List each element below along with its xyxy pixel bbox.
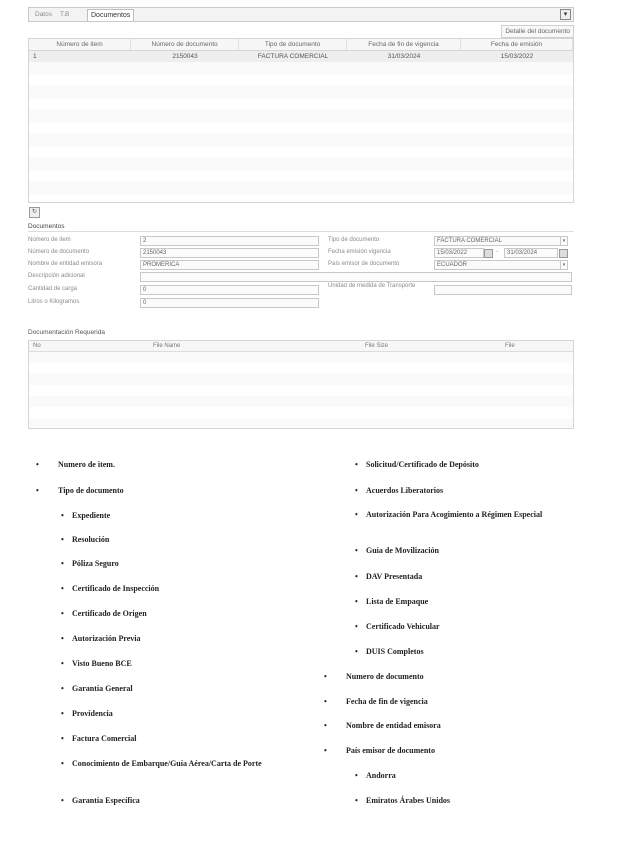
- list-item: • Visto Bueno BCE: [72, 659, 132, 668]
- descripcion-field[interactable]: [140, 272, 572, 282]
- field-description-list: [0, 455, 632, 845]
- label-cantidad: Cantidad de carga: [28, 286, 78, 292]
- list-item: • DAV Presentada: [366, 572, 422, 581]
- list-item: • Certificado de Origen: [72, 609, 147, 618]
- col-header-issue-date[interactable]: Fecha de emisión: [461, 39, 573, 50]
- table-row[interactable]: [29, 51, 573, 62]
- list-item: • Conocimiento de Embarque/Guía Aérea/Carta de Porte: [72, 758, 282, 769]
- list-item: • Nombre de entidad emisora: [346, 721, 441, 730]
- list-item: • Lista de Empaque: [366, 597, 428, 606]
- cantidad-field[interactable]: 0: [140, 285, 319, 295]
- label-descripcion: Descripción adicional: [28, 273, 85, 279]
- documents-grid: [28, 38, 574, 203]
- list-item: • Providencia: [72, 709, 113, 718]
- numero-documento-field[interactable]: 2150043: [140, 248, 319, 258]
- tab-menu-icon[interactable]: ▾: [560, 9, 571, 20]
- refresh-icon[interactable]: ↻: [29, 207, 40, 218]
- list-item: • Garantía General: [72, 684, 133, 693]
- list-item: • Factura Comercial: [72, 734, 137, 743]
- cell-issue-date: 15/03/2022: [500, 53, 534, 60]
- tipo-documento-value: FACTURA COMERCIAL: [437, 238, 503, 244]
- cell-type: FACTURA COMERCIAL: [257, 53, 329, 60]
- label-pais: País emisor de documento: [328, 261, 400, 267]
- label-fecha-emision: Fecha emisión vigencia: [328, 249, 391, 255]
- list-item: • Emiratos Árabes Unidos: [366, 796, 450, 805]
- litros-field[interactable]: 0: [140, 298, 319, 308]
- label-litros: Litros o Kilogramos: [28, 299, 80, 305]
- list-item: • Póliza Seguro: [72, 559, 119, 568]
- documents-panel: [28, 7, 574, 429]
- col-header-item[interactable]: Número de item: [29, 39, 131, 50]
- pais-select[interactable]: [434, 260, 568, 270]
- grid-empty-area: [29, 62, 573, 202]
- calendar-icon-2[interactable]: [559, 249, 568, 258]
- label-numero-item: Número de item: [28, 237, 71, 243]
- document-detail-button[interactable]: Detalle del documento: [501, 25, 574, 38]
- list-item: • Resolución: [72, 535, 109, 544]
- col-no[interactable]: No: [33, 343, 41, 349]
- col-file-size[interactable]: File Size: [365, 343, 389, 349]
- list-item: • País emisor de documento: [346, 746, 435, 755]
- fecha-desde-field[interactable]: 15/03/2022: [434, 248, 484, 258]
- list-item: • Acuerdos Liberatorios: [366, 486, 443, 495]
- files-header: [29, 341, 573, 352]
- label-unidad: Unidad de medida de Transporte: [328, 283, 416, 289]
- date-separator: -: [496, 249, 498, 255]
- list-item: • DUIS Completos: [366, 647, 424, 656]
- list-item: • Tipo de documento: [58, 486, 124, 495]
- list-item: • Autorización Para Acogimiento a Régimen Especial: [366, 509, 576, 520]
- list-item: • Garantía Específica: [72, 796, 140, 805]
- col-file[interactable]: File: [505, 343, 515, 349]
- grid-tools: [28, 207, 574, 220]
- list-item: • Guía de Movilización: [366, 546, 439, 555]
- calendar-icon[interactable]: [484, 249, 493, 258]
- section-title: Documentos: [28, 222, 574, 232]
- tab-bar: [28, 7, 574, 22]
- pais-value: ECUADOR: [437, 262, 468, 268]
- tab-datos[interactable]: Datos: [35, 11, 52, 18]
- soporte-title: Documentación Requerida: [28, 329, 105, 336]
- fecha-hasta-field[interactable]: 31/03/2024: [504, 248, 558, 258]
- numero-item-field[interactable]: 2: [140, 236, 319, 246]
- cell-item: 1: [33, 53, 37, 60]
- list-item: • Fecha de fin de vigencia: [346, 697, 428, 706]
- grid-toolbar: [28, 25, 574, 37]
- list-item: • Numero de documento: [346, 672, 424, 681]
- list-item: • Numero de item.: [58, 460, 115, 469]
- label-tipo-documento: Tipo de documento: [328, 237, 380, 243]
- list-item: • Andorra: [366, 771, 396, 780]
- col-header-end-date[interactable]: Fecha de fin de vigencia: [347, 39, 461, 50]
- cell-number: 2150043: [172, 53, 198, 60]
- list-item: • Solicitud/Certificado de Depósito: [366, 460, 479, 469]
- col-file-name[interactable]: File Name: [153, 343, 181, 349]
- list-item: • Expediente: [72, 511, 110, 520]
- col-header-number[interactable]: Número de documento: [131, 39, 239, 50]
- chevron-down-icon[interactable]: ▾: [560, 237, 567, 245]
- entidad-field[interactable]: PROMERICA: [140, 260, 319, 270]
- list-item: • Certificado Vehicular: [366, 622, 440, 631]
- tab-tb[interactable]: T.B: [60, 11, 70, 18]
- list-item: • Autorización Previa: [72, 634, 141, 643]
- tipo-documento-select[interactable]: [434, 236, 568, 246]
- label-numero-documento: Número de documento: [28, 249, 90, 255]
- label-entidad: Nombre de entidad emisora: [28, 261, 103, 267]
- cell-end-date: 31/03/2024: [387, 53, 421, 60]
- col-header-type[interactable]: Tipo de documento: [239, 39, 347, 50]
- list-item: • Certificado de Inspección: [72, 584, 159, 593]
- grid-header: [29, 39, 573, 51]
- tab-documentos[interactable]: Documentos: [87, 9, 134, 21]
- unidad-field[interactable]: [434, 285, 572, 295]
- document-form: [28, 232, 574, 324]
- files-grid: [28, 340, 574, 429]
- files-empty-area: [29, 352, 573, 428]
- chevron-down-icon-2[interactable]: ▾: [560, 261, 567, 269]
